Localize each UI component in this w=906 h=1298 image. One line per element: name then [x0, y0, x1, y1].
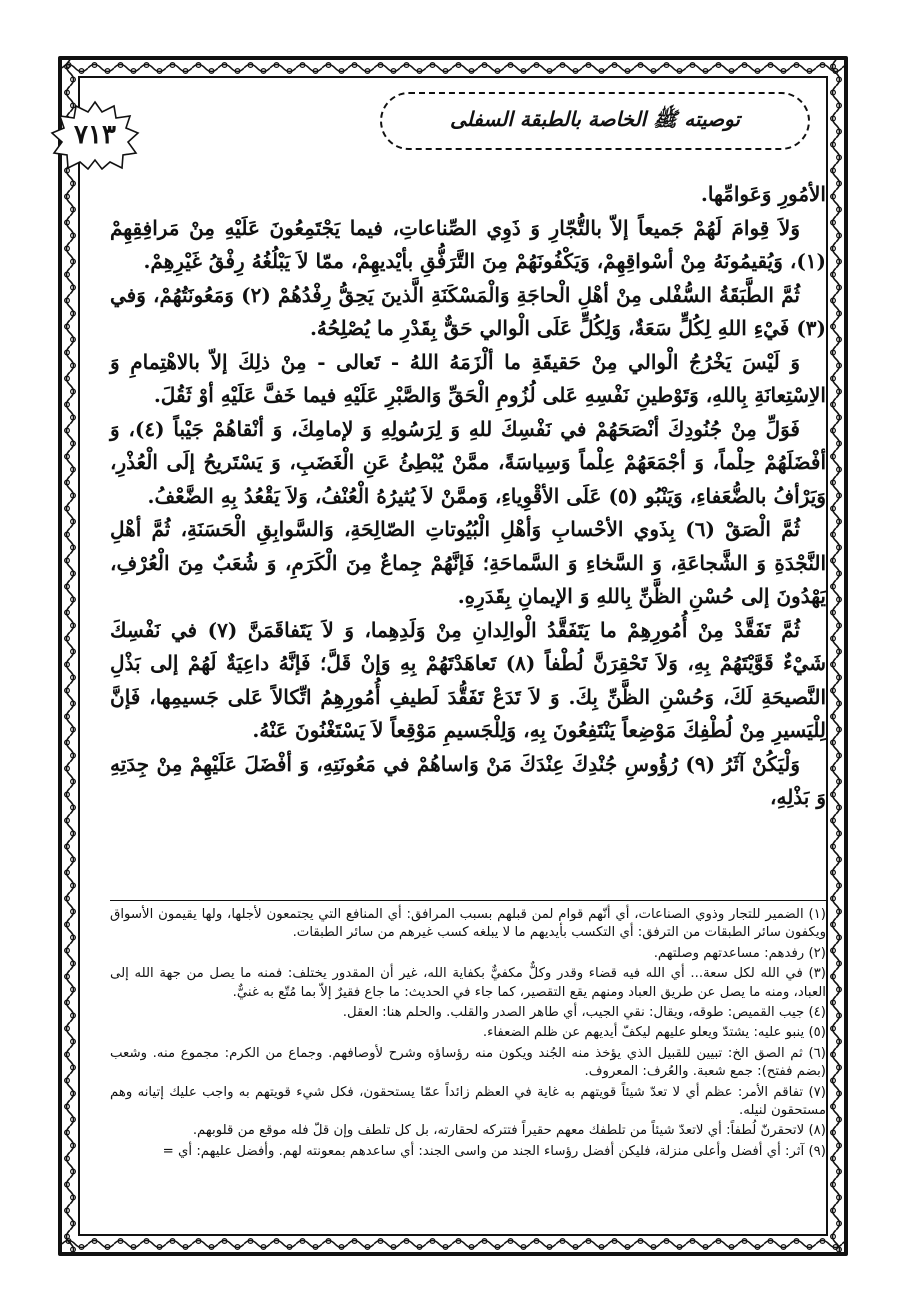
running-title: توصيته ﷺ الخاصة بالطبقة السفلى	[450, 106, 740, 131]
paragraph-6: ثُمَّ الْصَقْ (٦) بِذَوي الأحْسابِ وَأهْلِ الْبُيُوتاتِ الصّالِحَةِ، وَالسَّوابِقِ الْحَسَنَةِ، ثُمَّ أهْلِ النَّجْدَةِ وَ الشَّجاعَةِ، وَ السَّخاءِ وَ السَّماحَةِ؛ فَإنَّهُمْ جِماعٌ مِنَ الْكَرَمِ، وَ شُعَبٌ مِنَ الْعُرْفِ، يَهْدُونَ إلى حُسْنِ الظَّنِّ بِاللهِ وَ الإيمانِ بِقَدَرِهِ.	[110, 517, 826, 608]
footnote-1: (١) الضمير للتجار وذوي الصناعات، أي أنّهم قوام لمن قبلهم بسبب المرافق: أي المنافع التي يجتمعون لأجلها، ولها يقيمون الأسواق ويكفون سائر الطبقات من الترفق: أي التكسب بأيديهم ما لا يبلغه كسب غيرهم من سائر الطبقات.	[110, 907, 826, 941]
footnote-3: (٣) في الله لكل سعة... أي الله فيه قضاء وقدر وكلٌّ مكفيٌّ بكفاية الله، غير أن المقدور يختلف: فمنه ما يصل من جهة الله إلى العباد، ومنه ما يصل عن طريق العباد ومنهم يقع التقصير، كما جاء في الحديث: ما جاع فقيرٌ إلاّ بما مُتّع به غنيٌّ.	[110, 966, 826, 1000]
footnote-8: (٨) لاتحقرنّ لُطفاً: أي لاتعدّ شيئاً من تلطفك معهم حقيراً فتتركه لحقارته، بل كل تلطف وإن قلّ فله موقع من قلوبهم.	[192, 1123, 826, 1139]
paragraph-1: الأمُورِ وَعَوامِّها.	[700, 182, 826, 206]
paragraph-8: وَلْيَكُنْ آثَرُ (٩) رُؤُوسِ جُنْدِكَ عِنْدَكَ مَنْ وَاساهُمْ في مَعُونَتِهِ، وَ أفْضَلَ عَلَيْهِمْ مِنْ جِدَتِهِ وَ بَذْلِهِ،	[110, 751, 826, 809]
paragraph-2: وَلاَ قِوامَ لَهُمْ جَميعاً إلاّ بالتُّجّارِ وَ ذَوِي الصِّناعاتِ، فيما يَجْتَمِعُونَ عَلَيْهِ مِنْ مَرافِقِهِمْ (١)، وَيُقيمُونَهُ مِنْ أسْواقِهِمْ، وَيَكْفُونَهُمْ مِنَ التَّرَفُّقِ بأيْديهِمْ، ممّا لاَ يَبْلُغُهُ رِفْقُ غَيْرِهِمْ.	[110, 215, 826, 273]
main-text	[110, 178, 826, 815]
paragraph-3: ثُمَّ الطَّبَقَةُ السُّفْلى مِنْ أهْلِ الْحاجَةِ وَالْمَسْكَنَةِ الَّذينَ يَحِقُّ رِفْدُهُمْ (٢) وَمَعُونَتُهُمْ، وَفي (٣) فَيْءِ اللهِ لِكُلٍّ سَعَةٌ، وَلِكُلٍّ عَلَى الْوالي حَقٌّ بِقَدْرِ ما يُصْلِحُهُ.	[110, 282, 826, 340]
page-header	[110, 92, 810, 172]
footnote-7: (٧) تفاقم الأمر: عظم أي لا تعدّ شيئاً قويتهم به غاية في العظم زائداً عمّا يستحقون، فكل شيء قويتهم به واجب عليك إتيانه وهم مستحقون لنيله.	[110, 1084, 826, 1119]
footnotes	[110, 906, 826, 1163]
footnote-9: (٩) آثر: أي أفضل وأعلى منزلة، فليكن أفضل رؤساء الجند من واسى الجند: أي ساعدهم بمعونته لهم. وأفضل عليهم: أي =	[162, 1143, 826, 1159]
footnote-2: (٢) رفدهم: مساعدتهم وصلتهم.	[653, 945, 826, 961]
paragraph-5: فَوَلِّ مِنْ جُنُودِكَ أنْصَحَهُمْ في نَفْسِكَ للهِ وَ لِرَسُولِهِ وَ لإمامِكَ، وَ أنْقاهُمْ جَيْباً (٤)، وَ أفْضَلَهُمْ حِلْماً، وَ أجْمَعَهُمْ عِلْماً وَسِياسَةً، ممَّنْ يُبْطِئُ عَنِ الْغَضَبِ، وَ يَسْتَريحُ إلَى الْعُذْرِ، وَيَرْأفُ بالضُّعَفاءِ، وَيَنْبُو (٥) عَلَى الأقْوِياءِ، وَممَّنْ لاَ يُثيرُهُ الْعُنْفُ، وَلاَ يَقْعُدُ بِهِ الضَّعْفُ.	[110, 416, 826, 508]
paragraph-7: ثُمَّ تَفَقَّدْ مِنْ أُمُورِهِمْ ما يَتَفَقَّدُ الْوالِدانِ مِنْ وَلَدِهِما، وَ لاَ يَتَفاقَمَنَّ (٧) في نَفْسِكَ شَيْءٌ قَوَّيْتَهُمْ بِهِ، وَلاَ تَحْقِرَنَّ لُطْفاً (٨) تَعاهَدْتَهُمْ بِهِ وَإنْ قَلَّ؛ فَإنَّهُ داعِيَةٌ لَهُمْ إلى بَذْلِ النَّصيحَةِ لَكَ، وَحُسْنِ الظَّنِّ بِكَ. وَ لاَ تَدَعْ تَفَقُّدَ لَطيفِ أُمُورِهِمُ اتِّكالاً عَلى جَسيمِها، فَإنَّ لِلْيَسيرِ مِنْ لُطْفِكَ مَوْضِعاً يَنْتَفِعُونَ بِهِ، وَلِلْجَسيمِ مَوْقِعاً لاَ يَسْتَغْنُونَ عَنْهُ.	[110, 617, 826, 742]
footnote-4: (٤) جيب القميص: طوقه، ويقال: نقي الجيب، أي طاهر الصدر والقلب. والحلم هنا: العقل.	[342, 1005, 826, 1021]
running-title-box	[380, 92, 810, 150]
footnote-5: (٥) ينبو عليه: يشتدّ ويعلو عليهم ليكفّ أيديهم عن ظلم الضعفاء.	[482, 1025, 826, 1041]
page-number-badge	[50, 100, 140, 170]
page-number: ٧١٣	[74, 120, 116, 150]
floral-border-bottom	[62, 1236, 844, 1252]
floral-border-left	[62, 60, 78, 1252]
paragraph-4: وَ لَيْسَ يَخْرُجُ الْوالي مِنْ حَقيقَةِ ما ألْزَمَهُ اللهُ - تَعالى - مِنْ ذلِكَ إلاّ بالاهْتِمامِ وَ الاِسْتِعانَةِ بِاللهِ، وَتَوْطينِ نَفْسِهِ عَلى لُزُومِ الْحَقِّ وَالصَّبْرِ عَلَيْهِ فيما خَفَّ عَلَيْهِ أوْ ثَقُلَ.	[110, 349, 826, 407]
floral-border-top	[62, 60, 844, 76]
footnote-6: (٦) ثم الصق الخ: تبيين للقبيل الذي يؤخذ منه الجُند ويكون منه رؤساؤه وشرح لأوصافهم. وجماع من الكرم: مجموع منه. وشعب (بضم ففتح): جمع شعبة. والعُرف: المعروف.	[110, 1045, 826, 1080]
floral-border-right	[828, 60, 844, 1252]
footnote-separator	[110, 900, 826, 901]
